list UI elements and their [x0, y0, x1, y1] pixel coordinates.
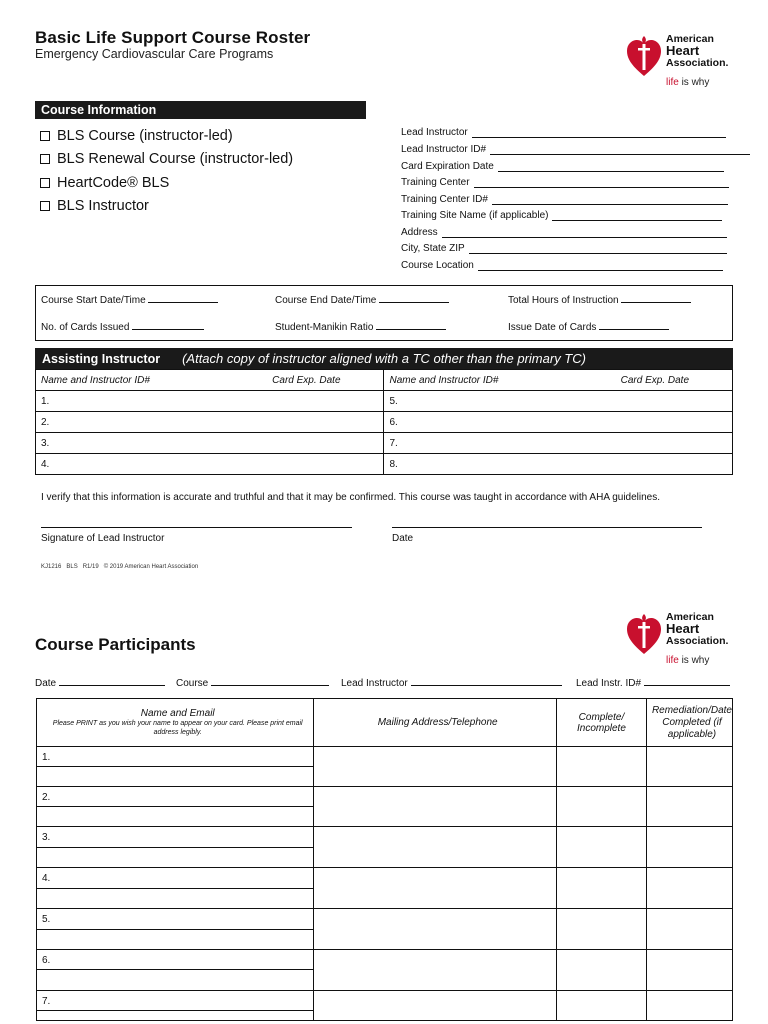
- col-header-remediation: Remediation/Date Completed (if applicable): [646, 699, 732, 747]
- footer-code: KJ1216 BLS R1/19 © 2019 American Heart Association: [41, 564, 199, 570]
- remediation-cell[interactable]: [646, 787, 732, 827]
- remediation-cell[interactable]: [646, 868, 732, 909]
- row-number[interactable]: 6.: [384, 412, 733, 433]
- row-number[interactable]: 6.: [37, 950, 314, 970]
- field-card-expiration[interactable]: [401, 158, 724, 172]
- checkbox-label: BLS Instructor: [57, 198, 149, 214]
- logo-tagline: is why: [678, 77, 710, 88]
- heart-torch-icon: [626, 612, 662, 656]
- heart-torch-icon: [626, 34, 662, 78]
- field-label: Issue Date of Cards: [508, 322, 597, 333]
- row-number[interactable]: 8.: [384, 454, 733, 475]
- complete-cell[interactable]: [556, 950, 646, 991]
- table-row[interactable]: [36, 433, 733, 454]
- checkbox-bls-course[interactable]: [40, 128, 233, 144]
- email-cell[interactable]: [37, 807, 314, 827]
- remediation-cell[interactable]: [646, 909, 732, 950]
- checkbox-label-suffix: ® BLS: [127, 175, 170, 191]
- email-cell[interactable]: [37, 970, 314, 991]
- checkbox-bls-instructor[interactable]: [40, 198, 149, 214]
- table-row[interactable]: [36, 454, 733, 475]
- field-participant-course[interactable]: [176, 676, 329, 689]
- row-number[interactable]: 3.: [37, 827, 314, 848]
- col-header-exp: Card Exp. Date: [616, 370, 733, 391]
- col-header-address: Mailing Address/Telephone: [314, 699, 557, 747]
- address-cell[interactable]: [314, 950, 557, 991]
- table-row[interactable]: [37, 868, 733, 889]
- signature-line[interactable]: [41, 527, 352, 528]
- row-number[interactable]: 2.: [37, 787, 314, 807]
- address-cell[interactable]: [314, 909, 557, 950]
- checkbox-box[interactable]: [40, 131, 50, 141]
- date-label: Date: [392, 533, 414, 544]
- logo-tagline: is why: [678, 655, 710, 666]
- checkbox-bls-renewal[interactable]: [40, 151, 293, 167]
- field-label: Date: [35, 678, 57, 689]
- row-number[interactable]: 4.: [36, 454, 384, 475]
- field-label: Card Expiration Date: [401, 161, 494, 172]
- complete-cell[interactable]: [556, 909, 646, 950]
- participants-title: Course Participants: [35, 635, 196, 654]
- checkbox-box[interactable]: [40, 201, 50, 211]
- page-subtitle: Emergency Cardiovascular Care Programs: [35, 47, 274, 61]
- field-label: Course: [176, 678, 209, 689]
- assisting-instructor-heading: [35, 348, 733, 369]
- logo-text-line1: American: [666, 33, 714, 45]
- logo-text-line1: American: [666, 611, 714, 623]
- col-header-exp: Card Exp. Date: [267, 370, 384, 391]
- participants-table: [36, 698, 733, 1021]
- logo-text-line2: Heart: [666, 621, 700, 636]
- email-cell[interactable]: [37, 930, 314, 950]
- row-number[interactable]: 5.: [384, 391, 733, 412]
- field-label: Training Center ID#: [401, 194, 488, 205]
- checkbox-box[interactable]: [40, 178, 50, 188]
- field-address[interactable]: [401, 224, 727, 238]
- field-label: Address: [401, 227, 438, 238]
- field-lead-instructor-id[interactable]: [401, 141, 750, 155]
- row-number[interactable]: 7.: [384, 433, 733, 454]
- field-city-state-zip[interactable]: [401, 240, 727, 254]
- row-number[interactable]: 7.: [37, 991, 314, 1011]
- logo-text-line2: Heart: [666, 43, 700, 58]
- complete-cell[interactable]: [556, 991, 646, 1021]
- row-number[interactable]: 5.: [37, 909, 314, 930]
- email-cell[interactable]: [37, 889, 314, 909]
- assisting-instructor-table: [35, 369, 733, 475]
- field-label: Course Location: [401, 260, 474, 271]
- field-training-site[interactable]: [401, 207, 722, 221]
- checkbox-box[interactable]: [40, 154, 50, 164]
- checkbox-heartcode-bls[interactable]: [40, 175, 169, 191]
- field-training-center[interactable]: [401, 174, 729, 188]
- field-manikin-ratio[interactable]: [275, 320, 446, 333]
- aha-logo: [626, 608, 746, 668]
- complete-cell[interactable]: [556, 868, 646, 909]
- address-cell[interactable]: [314, 827, 557, 868]
- row-number[interactable]: 3.: [36, 433, 384, 454]
- table-row[interactable]: [36, 391, 733, 412]
- date-line[interactable]: [392, 527, 702, 528]
- address-cell[interactable]: [314, 868, 557, 909]
- field-label: Training Site Name (if applicable): [401, 210, 549, 221]
- field-label: Lead Instructor: [341, 678, 408, 689]
- col-header-complete: Complete/ Incomplete: [556, 699, 646, 747]
- field-lead-instructor[interactable]: [401, 124, 726, 138]
- table-row[interactable]: [37, 827, 733, 848]
- remediation-cell[interactable]: [646, 747, 732, 787]
- row-number[interactable]: 4.: [37, 868, 314, 889]
- col-header-name-email: [37, 699, 314, 747]
- field-total-hours[interactable]: [508, 293, 691, 306]
- col-header-name: Name and Instructor ID#: [36, 370, 268, 391]
- table-row[interactable]: [37, 909, 733, 930]
- email-cell[interactable]: [37, 848, 314, 868]
- assisting-note: (Attach copy of instructor aligned with a TC other than the primary TC): [182, 351, 586, 366]
- aha-logo: [626, 30, 746, 90]
- field-course-location[interactable]: [401, 257, 723, 271]
- field-label: Course Start Date/Time: [41, 295, 146, 306]
- col-header-name: Name and Instructor ID#: [384, 370, 616, 391]
- remediation-cell[interactable]: [646, 827, 732, 868]
- checkbox-label: BLS Course (instructor-led): [57, 128, 233, 144]
- assisting-title: Assisting Instructor: [42, 352, 161, 366]
- row-number[interactable]: 2.: [36, 412, 384, 433]
- email-cell[interactable]: [37, 1011, 314, 1021]
- col-header-note: Please PRINT as you wish your name to appear on your card. Please print email address legibly.: [52, 720, 303, 736]
- complete-cell[interactable]: [556, 787, 646, 827]
- page-title: Basic Life Support Course Roster: [35, 28, 311, 47]
- table-row[interactable]: [37, 991, 733, 1011]
- course-info-heading: Course Information: [35, 101, 366, 119]
- field-cards-issued[interactable]: [41, 320, 204, 333]
- field-label: Lead Instructor ID#: [401, 144, 487, 155]
- table-row[interactable]: [36, 412, 733, 433]
- logo-tagline-red: life: [666, 77, 679, 88]
- field-label: City, State ZIP: [401, 243, 465, 254]
- address-cell[interactable]: [314, 991, 557, 1021]
- field-participant-lead-instructor[interactable]: [341, 676, 562, 689]
- field-label: Course End Date/Time: [275, 295, 377, 306]
- field-issue-date[interactable]: [508, 320, 669, 333]
- checkbox-label: BLS Renewal Course (instructor-led): [57, 151, 294, 167]
- complete-cell[interactable]: [556, 827, 646, 868]
- email-cell[interactable]: [37, 767, 314, 787]
- col-header-label: Name and Email: [140, 708, 215, 719]
- row-number[interactable]: 1.: [37, 747, 314, 767]
- table-row[interactable]: [37, 747, 733, 767]
- field-label: No. of Cards Issued: [41, 322, 130, 333]
- field-course-end[interactable]: [275, 293, 449, 306]
- signature-label: Signature of Lead Instructor: [41, 533, 165, 544]
- field-label: Lead Instructor: [401, 127, 468, 138]
- logo-text-line3: Association.: [666, 635, 729, 647]
- address-cell[interactable]: [314, 787, 557, 827]
- field-label: Student-Manikin Ratio: [275, 322, 374, 333]
- verify-statement: I verify that this information is accurate and truthful and that it may be confirmed. This course was taught in accordance with AHA guidelines.: [41, 492, 661, 503]
- logo-text-line3: Association.: [666, 57, 729, 69]
- remediation-cell[interactable]: [646, 991, 732, 1021]
- field-course-start[interactable]: [41, 293, 218, 306]
- table-row[interactable]: [37, 787, 733, 807]
- field-label: Training Center: [401, 177, 470, 188]
- remediation-cell[interactable]: [646, 950, 732, 991]
- row-number[interactable]: 1.: [36, 391, 384, 412]
- logo-tagline-red: life: [666, 655, 679, 666]
- checkbox-label: HeartCode: [57, 175, 128, 191]
- field-training-center-id[interactable]: [401, 191, 728, 205]
- complete-cell[interactable]: [556, 747, 646, 787]
- field-participant-lead-id[interactable]: [576, 676, 730, 689]
- address-cell[interactable]: [314, 747, 557, 787]
- field-label: Total Hours of Instruction: [508, 295, 619, 306]
- field-participant-date[interactable]: [35, 676, 165, 689]
- field-label: Lead Instr. ID#: [576, 678, 642, 689]
- table-row[interactable]: [37, 950, 733, 970]
